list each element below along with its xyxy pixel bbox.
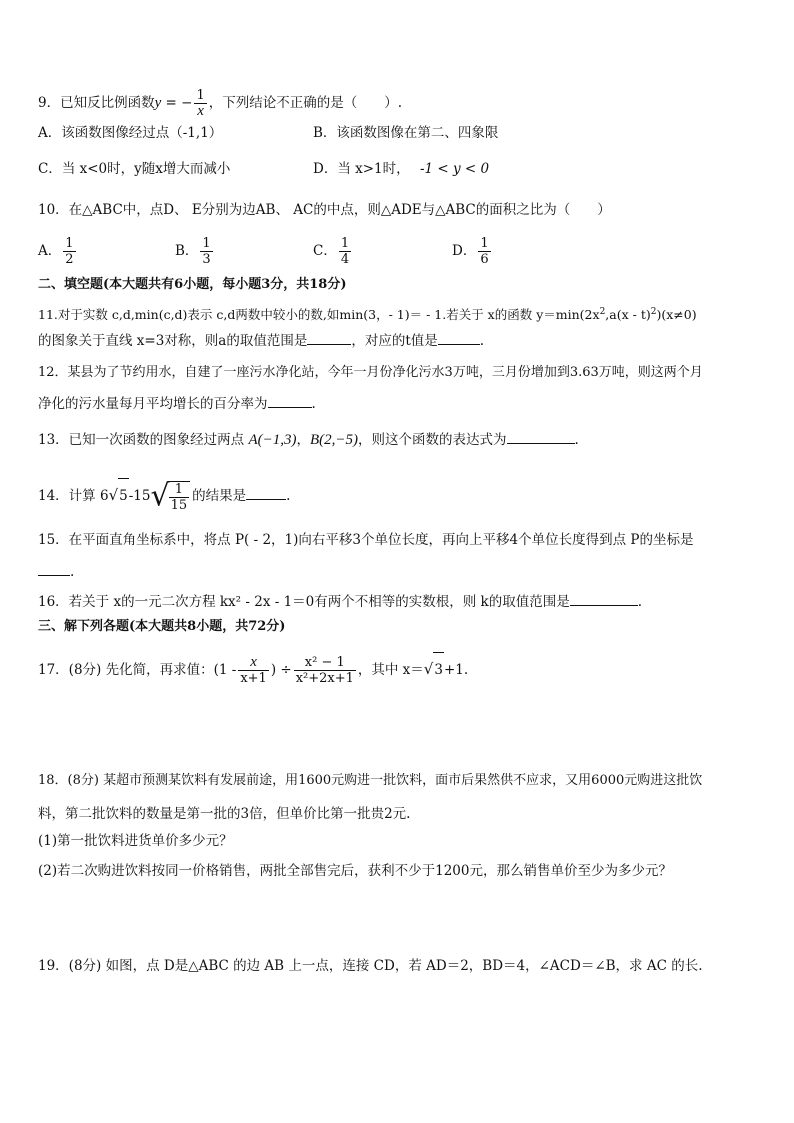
frac-num: 1 bbox=[65, 236, 74, 251]
q14-post: 的结果是 bbox=[192, 488, 247, 504]
q9-func-eq: = − bbox=[161, 95, 193, 111]
frac-num: x bbox=[250, 654, 257, 670]
q12-line2 bbox=[38, 395, 316, 413]
q10-option-a bbox=[38, 236, 78, 267]
q15-blank[interactable] bbox=[38, 563, 70, 576]
sqrt-icon: √ bbox=[150, 478, 170, 514]
q16-pre: 16．若关于 x的一元二次方程 kx² - 2x - 1＝0有两个不相等的实数根，则 k的取值范围是 bbox=[38, 594, 570, 610]
frac-den: 15 bbox=[170, 497, 188, 513]
q13-sep: ， bbox=[296, 432, 311, 448]
q9-option-a: A．该函数图像经过点（-1,1） bbox=[38, 125, 223, 141]
q17 bbox=[38, 652, 468, 687]
q12-blank[interactable] bbox=[268, 395, 312, 408]
q11-blank-t[interactable] bbox=[438, 332, 480, 345]
q14-blank[interactable] bbox=[246, 487, 286, 500]
q13-blank[interactable] bbox=[507, 431, 575, 444]
q10-option-c-label: C． bbox=[313, 243, 337, 259]
frac-den: 4 bbox=[340, 252, 350, 267]
q15-line1: 15．在平面直角坐标系中，将点 P( - 2，1)向右平移3个单位长度，再向上平移4个单位长度得到点 P的坐标是 bbox=[38, 532, 694, 548]
q10-option-c bbox=[313, 236, 353, 267]
q11-line1-mid: ,a(x - t) bbox=[605, 307, 651, 323]
q17-fraction-1 bbox=[238, 655, 269, 686]
q13 bbox=[38, 431, 579, 449]
q9-frac-den: x bbox=[197, 103, 204, 119]
q10-option-d-label: D． bbox=[452, 243, 477, 259]
q13-end: . bbox=[574, 432, 579, 448]
q17-div: ) ÷ bbox=[270, 662, 292, 678]
q10-option-d-frac bbox=[478, 236, 490, 267]
frac-num: 1 bbox=[169, 482, 190, 498]
sqrt-icon: √ bbox=[423, 660, 434, 678]
q9-func-lhs: y bbox=[154, 95, 162, 111]
q11-line2-mid: ，对应的t值是 bbox=[351, 333, 438, 349]
q13-point-b: B(2,−5) bbox=[310, 432, 359, 448]
section-2-heading: 二、填空题(本大题共有6小题，每小题3分，共18分) bbox=[38, 277, 347, 292]
q17-pre: 17．(8分) 先化简，再求值：(1 - bbox=[38, 662, 237, 678]
q14-pre: 14．计算 6 bbox=[38, 488, 109, 504]
q13-pre: 13．已知一次函数的图象经过两点 bbox=[38, 432, 245, 448]
q16-blank[interactable] bbox=[570, 593, 638, 606]
q10-option-a-label: A． bbox=[38, 243, 62, 259]
q17-tail: +1. bbox=[443, 662, 469, 678]
q11-line1: 11.对于实数 c,d,min(c,d)表示 c,d两数中较小的数,如min(3，- 1)＝ - 1.若关于 x的函数 $y=\min(2x^2,a(x - t)^2)(x\ne 0)$ bbox=[38, 307, 697, 323]
q12-line2-post: . bbox=[311, 396, 316, 412]
q10-option-c-frac bbox=[339, 236, 351, 267]
q11-line2 bbox=[38, 332, 484, 350]
q18-line1: 18．(8分) 某超市预测某饮料有发展前途，用1600元购进一批饮料，面市后果然供不应求，又用6000元购进这批饮 bbox=[38, 773, 703, 788]
frac-den: x+1 bbox=[240, 671, 267, 686]
q9-option-b: B．该函数图像在第二、四象限 bbox=[313, 125, 499, 141]
q14 bbox=[38, 478, 290, 514]
frac-num: x² − 1 bbox=[294, 655, 356, 671]
q9-stem-post: ，下列结论不正确的是（ ）. bbox=[208, 95, 403, 111]
q9-frac-num: 1 bbox=[196, 88, 205, 103]
q14-end: . bbox=[286, 488, 291, 504]
frac-den: 2 bbox=[65, 252, 74, 267]
q13-point-a: A(−1,3) bbox=[248, 432, 297, 448]
q9-option-d-math: -1 < y < 0 bbox=[419, 161, 490, 177]
q10-option-b bbox=[175, 236, 215, 267]
q18-sub2: (2)若二次购进饮料按同一价格销售，两批全部售完后，获利不少于1200元，那么销售单价至少为多少元？ bbox=[38, 863, 672, 879]
q11-blank-a[interactable] bbox=[307, 332, 351, 345]
q17-post: ，其中 x＝ bbox=[357, 662, 424, 678]
frac-num: 1 bbox=[202, 236, 211, 251]
q10-option-b-frac bbox=[200, 236, 212, 267]
q10-stem: 10．在△ABC中，点D、 E分别为边AB、 AC的中点，则△ADE与△ABC的面积之比为（ ） bbox=[38, 202, 611, 218]
q11-line2-pre: 的图象关于直线 x=3对称，则a的取值范围是 bbox=[38, 333, 308, 349]
q12-line2-pre: 净化的污水量每月平均增长的百分率为 bbox=[38, 396, 268, 412]
q12-line1: 12．某县为了节约用水，自建了一座污水净化站，今年一月份净化污水3万吨，三月份增加到3.63万吨，则这两个月 bbox=[38, 365, 703, 380]
sqrt-icon: √ bbox=[108, 486, 119, 504]
q11-line1-post: )(x≠0) bbox=[656, 307, 697, 323]
frac-den: 3 bbox=[202, 252, 211, 267]
q10-option-d bbox=[452, 236, 493, 267]
q10-option-b-label: B． bbox=[175, 243, 199, 259]
q9-fraction bbox=[194, 88, 206, 119]
q9-stem-text: 9．已知反比例函数 bbox=[38, 95, 155, 111]
q17-fraction-2 bbox=[294, 655, 356, 686]
q9-stem bbox=[38, 88, 402, 119]
q9-option-d bbox=[313, 160, 489, 178]
frac-den: 6 bbox=[480, 252, 489, 267]
q14-radical-fraction bbox=[168, 481, 191, 513]
frac-num: 1 bbox=[480, 236, 489, 251]
q16 bbox=[38, 593, 642, 611]
frac-num: 1 bbox=[340, 236, 350, 251]
q18-line2: 料，第二批饮料的数量是第一批的3倍，但单价比第一批贵2元. bbox=[38, 806, 411, 822]
q11-line1-pre: 11.对于实数 c,d,min(c,d)表示 c,d两数中较小的数,如min(3，- 1)＝ - 1.若关于 x的函数 y＝min(2x bbox=[38, 307, 600, 323]
q9-option-c: C．当 x<0时，y随x增大而减小 bbox=[38, 161, 231, 177]
q9-option-d-text: D．当 x>1时， bbox=[313, 161, 410, 177]
section-3-heading: 三、解下列各题(本大题共8小题，共72分) bbox=[38, 619, 286, 634]
q13-post: ，则这个函数的表达式为 bbox=[358, 432, 507, 448]
q15-line2 bbox=[38, 563, 74, 581]
q16-end: . bbox=[637, 594, 643, 610]
q17-radicand: 3 bbox=[433, 652, 444, 687]
q14-radicand-1: 5 bbox=[118, 478, 129, 513]
q14-mid: -15 bbox=[128, 488, 151, 504]
q10-option-a-frac bbox=[63, 236, 75, 267]
q19: 19．(8分) 如图，点 D是△ABC 的边 AB 上一点，连接 CD，若 AD＝2，BD＝4，∠ACD＝∠B，求 AC 的长. bbox=[38, 958, 703, 974]
q18-sub1: (1)第一批饮料进货单价多少元？ bbox=[38, 833, 233, 849]
frac-den: x²+2x+1 bbox=[295, 671, 354, 686]
q15-end: . bbox=[70, 564, 75, 580]
q11-line2-post: . bbox=[479, 333, 485, 349]
